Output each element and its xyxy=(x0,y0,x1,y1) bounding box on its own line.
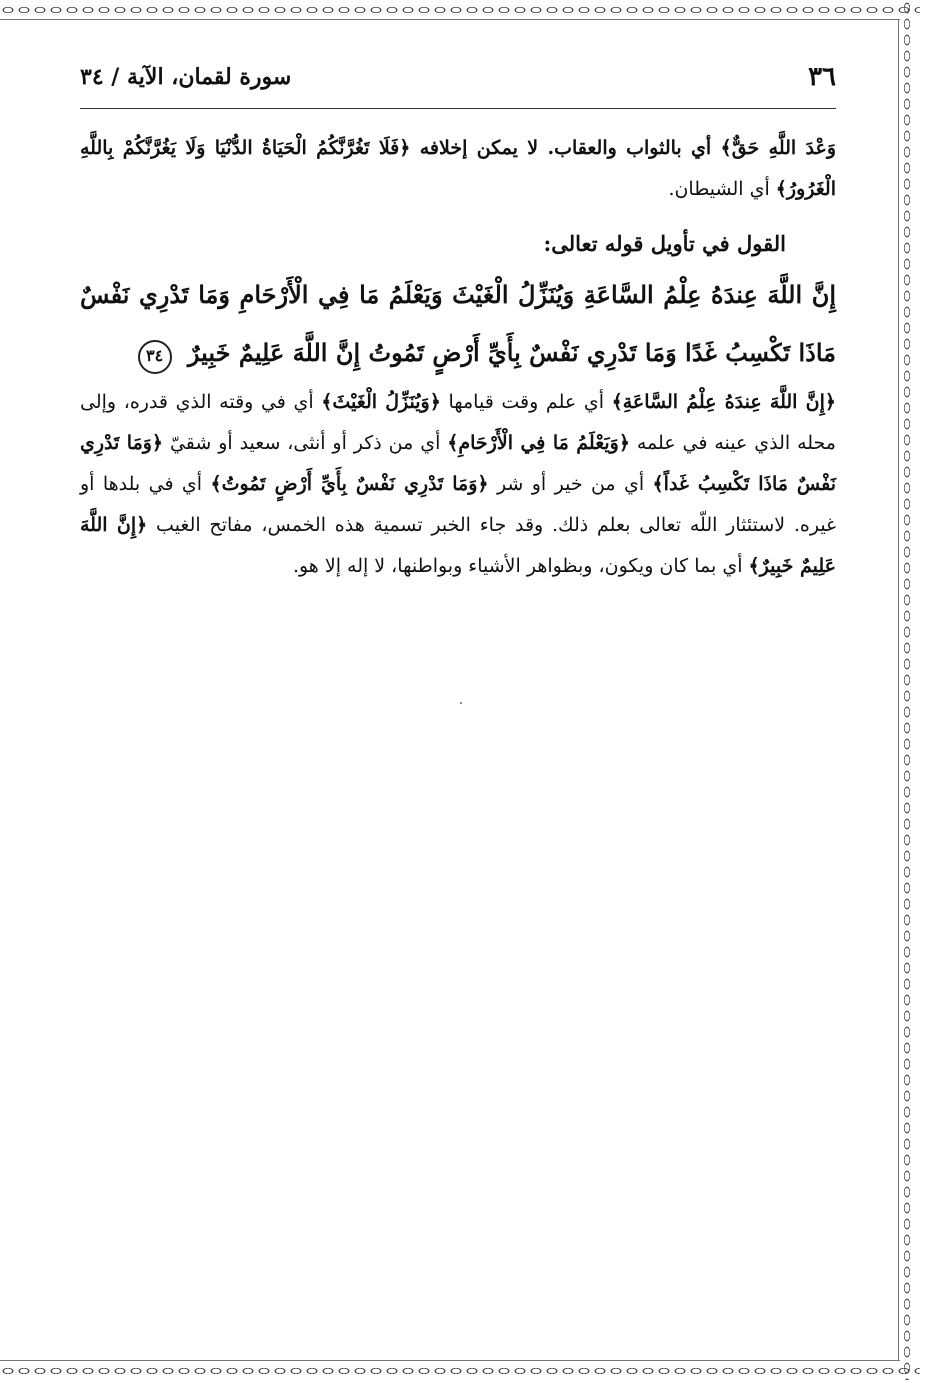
decorative-border-top xyxy=(0,3,920,17)
header-rule xyxy=(80,108,836,109)
running-title: سورة لقمان، الآية / ٣٤ xyxy=(80,64,292,90)
commentary-quote: ﴿وَيَعْلَمُ مَا فِي الْأَرْحَامِ﴾ xyxy=(447,432,630,454)
commentary-paragraph xyxy=(80,382,836,587)
decorative-border-right xyxy=(900,0,916,1380)
commentary-quote: ﴿إِنَّ اللَّهَ عِندَهُ عِلْمُ السَّاعَةِ﴾ xyxy=(611,391,836,413)
verse-text: إِنَّ اللَّهَ عِندَهُ عِلْمُ السَّاعَةِ وَيُنَزِّلُ الْغَيْثَ وَيَعْلَمُ مَا فِي الْأَرْحَامِ وَمَا تَدْرِي نَفْسٌ مَاذَا تَكْسِبُ غَدًا وَمَا تَدْرِي نَفْسٌ بِأَيِّ أَرْضٍ تَمُوتُ إِنَّ اللَّهَ عَلِيمٌ خَبِيرٌ xyxy=(80,280,836,367)
page-header xyxy=(80,62,836,102)
page-number: ٣٦ xyxy=(808,62,836,92)
border-rule-bottom xyxy=(0,1360,900,1361)
decorative-border-bottom xyxy=(0,1364,920,1378)
intro-quote: ﴿فَلَا تَغُرَّنَّكُمُ الْحَيَاةُ الدُّنْيَا وَلَا يَغُرَّنَّكُمْ بِاللَّهِ الْغَرُورُ﴾ xyxy=(80,137,836,200)
border-rule-top xyxy=(0,19,900,20)
intro-quote-start: وَعْدَ اللَّهِ حَقٌّ﴾ أي بالثواب والعقاب. لا يمكن إخلافه xyxy=(410,137,837,159)
commentary-gloss: أي من خير أو شر xyxy=(488,473,653,495)
commentary-gloss: أي من ذكر أو أنثى، سعيد أو شقيّ xyxy=(163,432,448,454)
verse-number-marker: ٣٤ xyxy=(138,340,172,374)
commentary-gloss: أي في وقته الذي قدره، وإلى محله الذي عينه في علمه xyxy=(80,391,836,454)
commentary-quote: ﴿وَيُنَزِّلُ الْغَيْثَ﴾ xyxy=(321,391,441,413)
scan-speck xyxy=(460,702,462,704)
commentary-gloss: أي بما كان ويكون، وبظواهر الأشياء وبواطنها، لا إله إلا هو. xyxy=(292,555,749,577)
quran-verse xyxy=(80,266,836,382)
commentary-quote: ﴿وَمَا تَدْرِي نَفْسٌ مَاذَا تَكْسِبُ غَداً﴾ xyxy=(80,432,837,495)
commentary-gloss: أي في بلدها أو غيره. لاستئثار اللّه تعالى بعلم ذلك. وقد جاء الخبر تسمية هذه الخمس، مفاتح الغيب xyxy=(80,473,836,536)
intro-gloss: أي الشيطان. xyxy=(668,178,776,200)
section-heading: القول في تأويل قوله تعالى: xyxy=(543,231,786,256)
commentary-gloss: أي علم وقت قيامها xyxy=(440,391,612,413)
border-rule-right xyxy=(898,19,899,1360)
commentary-quote: ﴿وَمَا تَدْرِي نَفْسٌ بِأَيِّ أَرْضٍ تَمُوتُ﴾ xyxy=(210,473,489,495)
intro-paragraph xyxy=(80,128,836,210)
commentary-quote: ﴿إِنَّ اللَّهَ عَلِيمٌ خَبِيرٌ﴾ xyxy=(80,514,836,577)
